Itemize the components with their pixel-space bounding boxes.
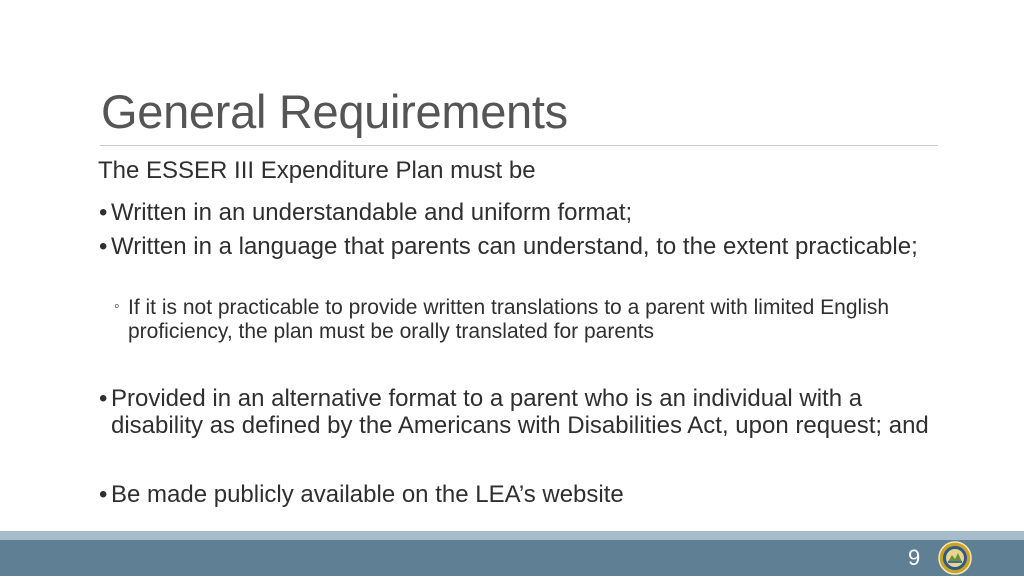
bullet-item bbox=[99, 233, 919, 260]
sub-bullet-item bbox=[114, 296, 914, 344]
bullet-item bbox=[99, 199, 859, 226]
bullet-marker: • bbox=[99, 385, 108, 412]
page-number: 9 bbox=[908, 545, 921, 570]
slide-title: General Requirements bbox=[101, 85, 568, 138]
bullet-text: Be made publicly available on the LEA’s website bbox=[111, 481, 624, 508]
sub-bullet-marker: ◦ bbox=[114, 298, 120, 315]
bullet-text: Provided in an alternative format to a parent who is an individual with a disability as defined by the Americans with Disabilities Act, upon request; and bbox=[111, 385, 929, 439]
footer-bar bbox=[0, 540, 1024, 576]
title-divider bbox=[100, 145, 938, 146]
intro-text: The ESSER III Expenditure Plan must be bbox=[98, 157, 536, 184]
footer-accent-bar bbox=[0, 531, 1024, 540]
bullet-marker: • bbox=[99, 233, 108, 260]
sub-bullet-text: If it is not practicable to provide written translations to a parent with limited English proficiency, the plan must be orally translated for parents bbox=[128, 296, 890, 343]
bullet-item bbox=[99, 481, 859, 508]
bullet-text: Written in an understandable and uniform format; bbox=[111, 199, 633, 226]
bullet-item bbox=[99, 385, 929, 439]
bullet-marker: • bbox=[99, 481, 108, 508]
bullet-text: Written in a language that parents can understand, to the extent practicable; bbox=[111, 233, 918, 260]
bullet-marker: • bbox=[99, 199, 108, 226]
state-seal-icon bbox=[937, 541, 973, 575]
